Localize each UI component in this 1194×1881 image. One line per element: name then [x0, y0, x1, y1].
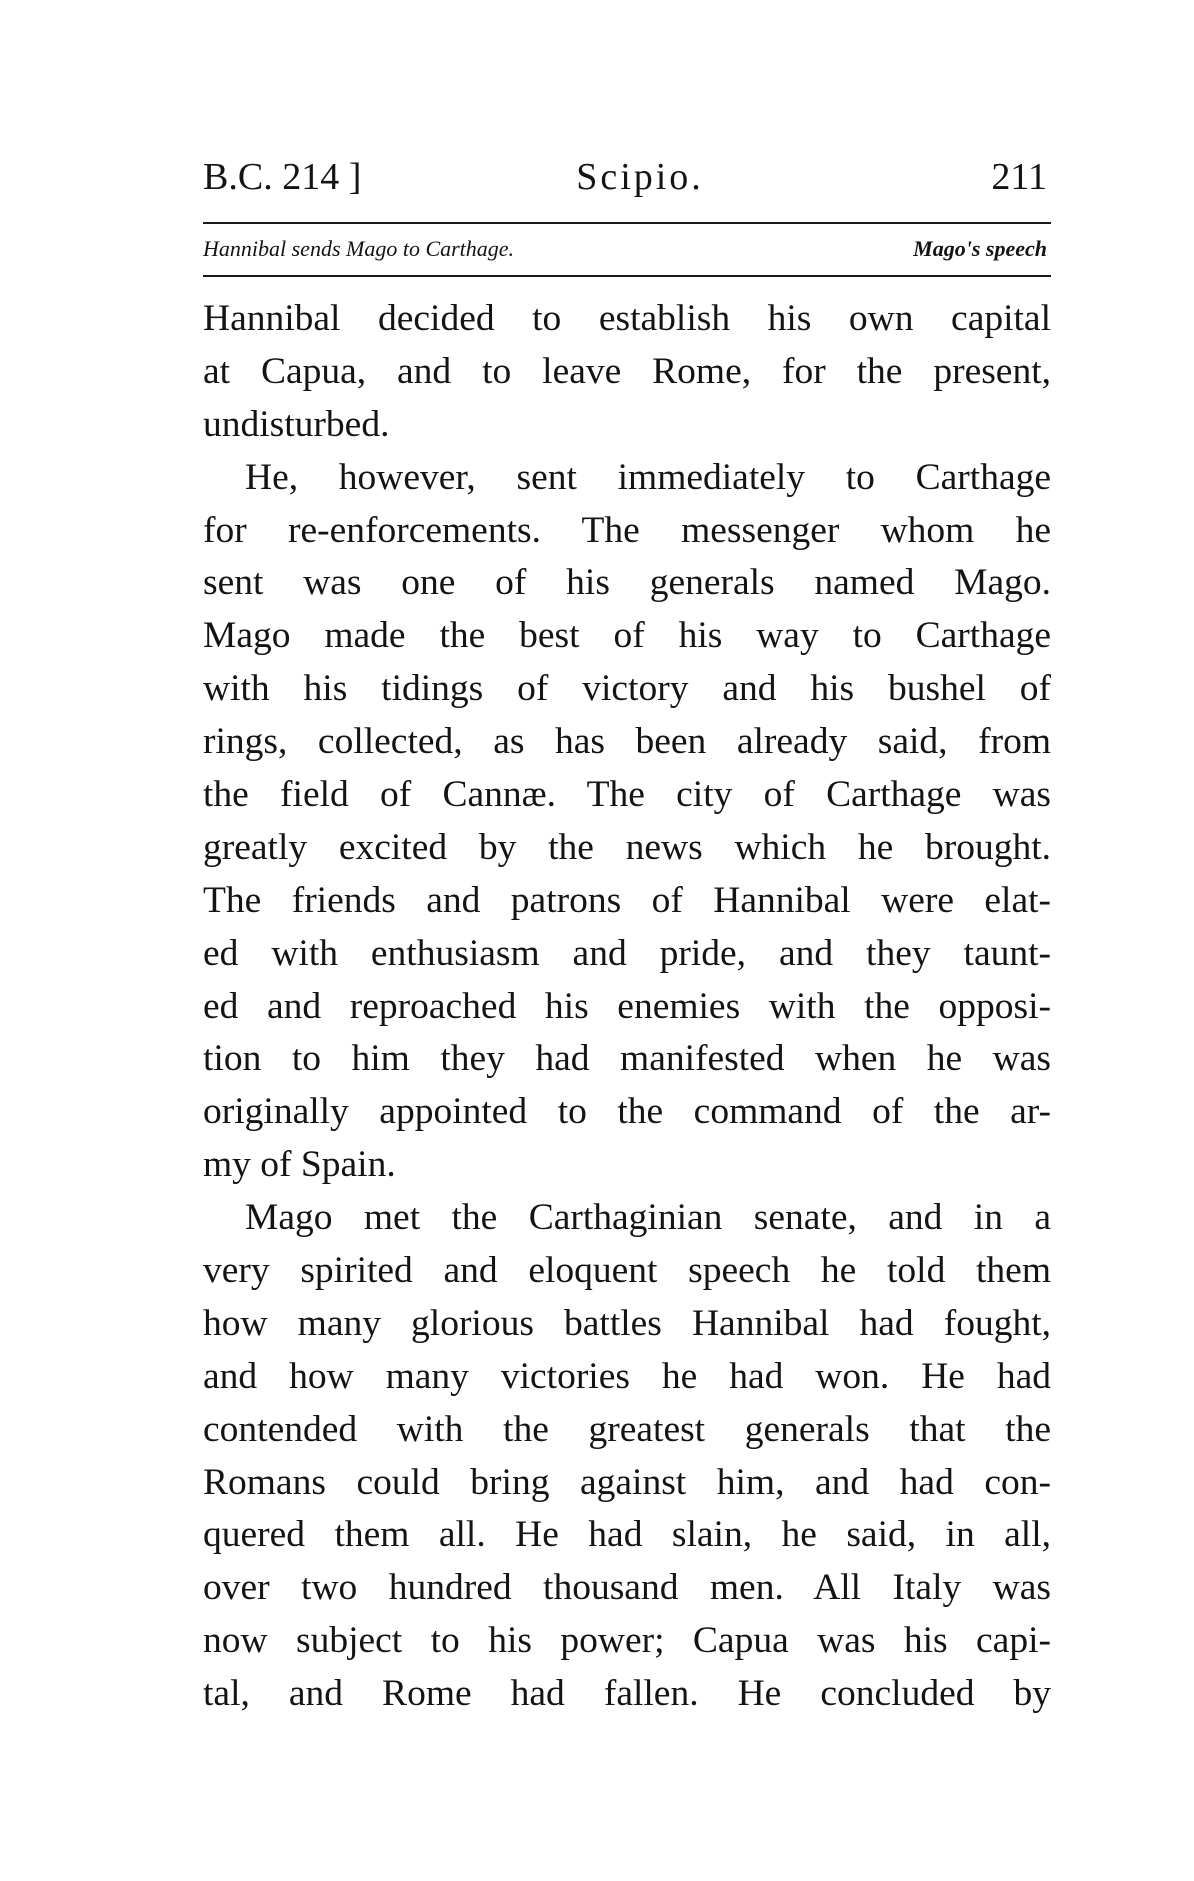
text-line: ed and reproached his enemies with the opposi-	[203, 985, 1051, 1027]
header-title: Scipio.	[576, 156, 704, 198]
text-line: originally appointed to the command of the ar-	[203, 1091, 1051, 1133]
text-line: Romans could bring against him, and had con-	[203, 1461, 1051, 1503]
text-line: tion to him they had manifested when he was	[203, 1038, 1051, 1080]
text-line: He, however, sent immediately to Carthage	[245, 456, 1051, 498]
text-line: very spirited and eloquent speech he told them	[203, 1250, 1051, 1292]
text-line: the field of Cannæ. The city of Carthage was	[203, 774, 1051, 816]
text-line: Mago met the Carthaginian senate, and in a	[245, 1197, 1051, 1239]
body-text	[203, 293, 1051, 1721]
text-line: contended with the greatest generals that the	[203, 1408, 1051, 1450]
text-line: and how many victories he had won. He had	[203, 1355, 1051, 1397]
text-line: tal, and Rome had fallen. He concluded by	[203, 1673, 1051, 1715]
text-line: rings, collected, as has been already said, from	[203, 721, 1051, 763]
text-line: Mago made the best of his way to Carthage	[203, 615, 1051, 657]
text-line: sent was one of his generals named Mago.	[203, 562, 1051, 604]
text-line: undisturbed.	[203, 403, 390, 445]
text-line: ed with enthusiasm and pride, and they taunt-	[203, 932, 1051, 974]
running-head	[203, 152, 1051, 202]
text-line: how many glorious battles Hannibal had fought,	[203, 1302, 1051, 1344]
text-line: now subject to his power; Capua was his capi-	[203, 1620, 1051, 1662]
text-line: with his tidings of victory and his bushel of	[203, 668, 1051, 710]
text-line: my of Spain.	[203, 1144, 396, 1186]
text-line: Hannibal decided to establish his own capital	[203, 298, 1051, 339]
text-line: at Capua, and to leave Rome, for the present,	[203, 350, 1051, 392]
header-date: B.C. 214 ]	[203, 156, 362, 198]
header-rule-top	[203, 222, 1051, 224]
subheading-right: Mago's speech	[913, 236, 1047, 261]
page-number: 211	[991, 156, 1047, 198]
text-line: over two hundred thousand men. All Italy was	[203, 1567, 1051, 1609]
text-line: greatly excited by the news which he brought.	[203, 826, 1051, 868]
text-line: quered them all. He had slain, he said, in all,	[203, 1514, 1051, 1556]
header-rule-bottom	[203, 275, 1051, 277]
text-line: for re-enforcements. The messenger whom he	[203, 509, 1051, 551]
page-subheading	[203, 231, 1051, 267]
subheading-left: Hannibal sends Mago to Carthage.	[203, 236, 515, 261]
text-line: The friends and patrons of Hannibal were elat-	[203, 879, 1051, 921]
